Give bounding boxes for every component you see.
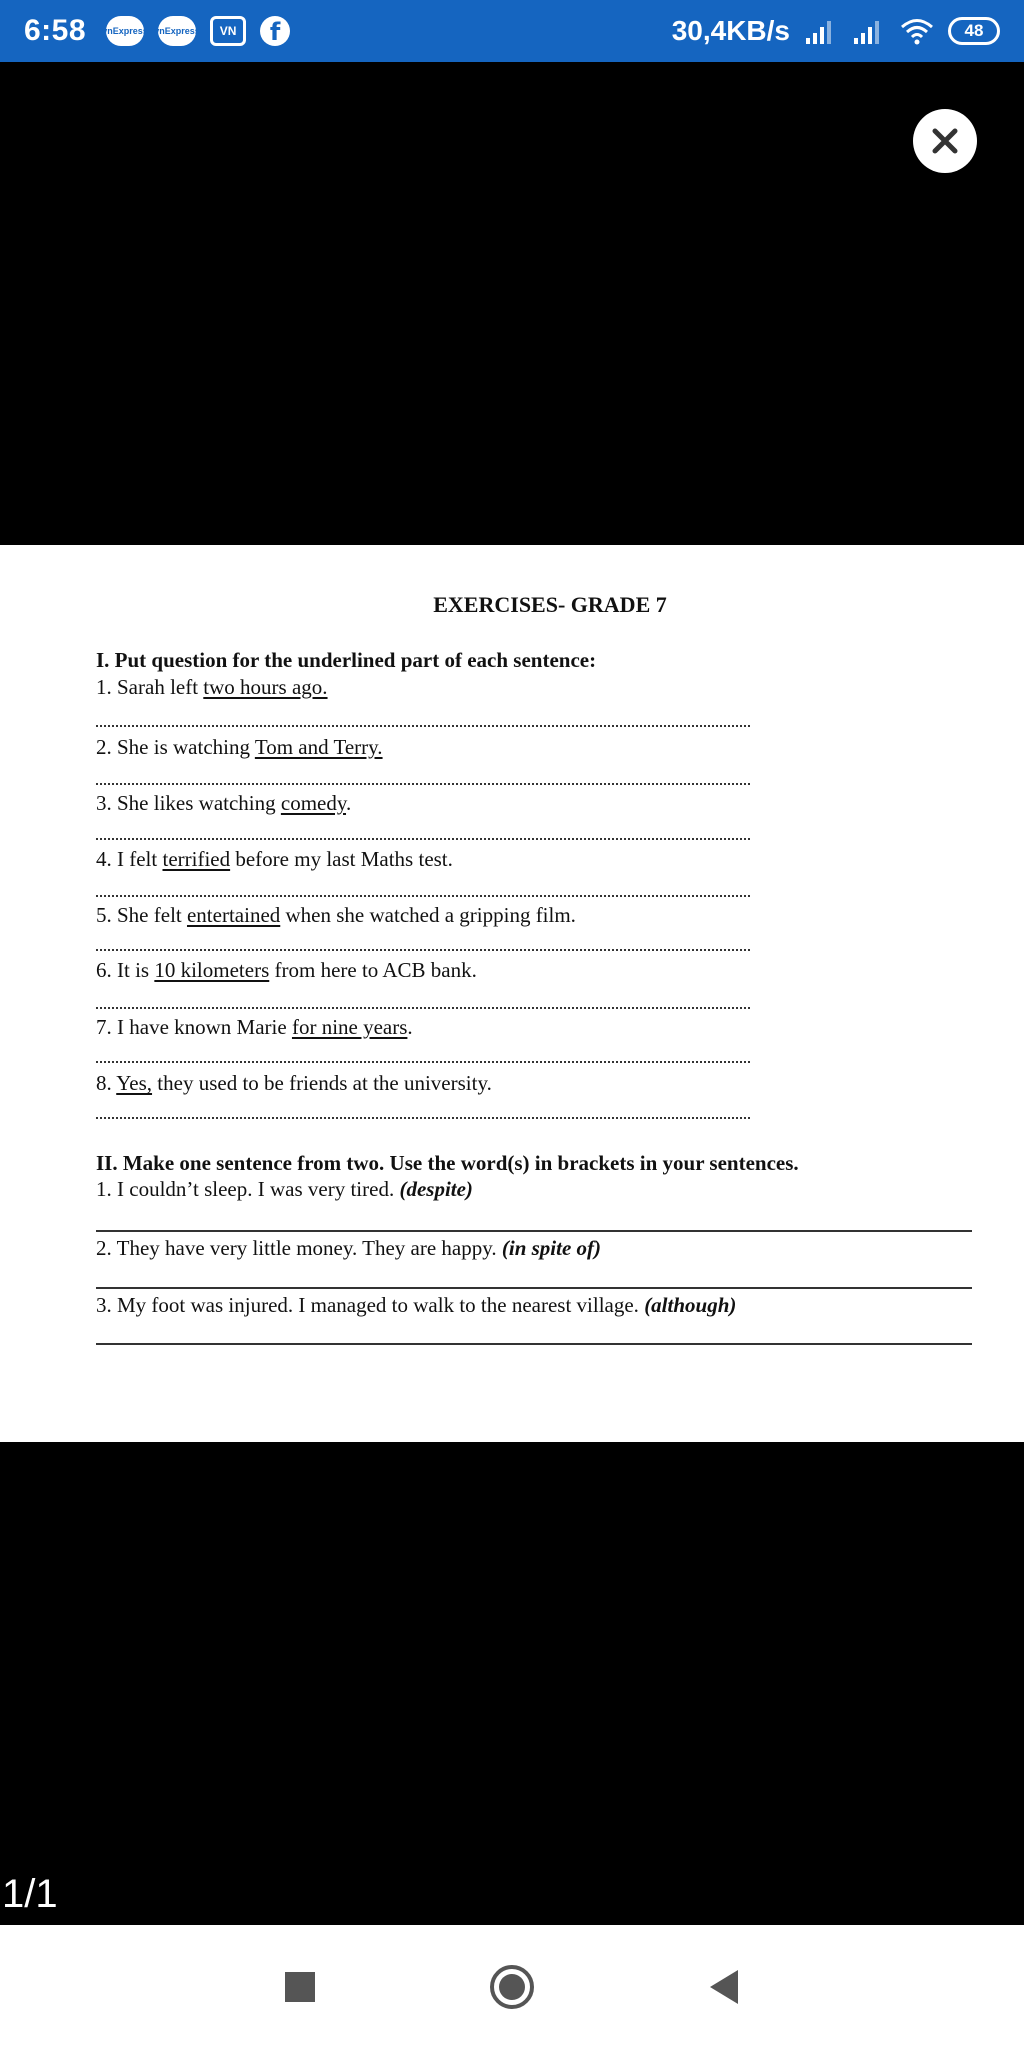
answer-line — [96, 949, 750, 951]
battery-indicator: 48 — [948, 17, 1000, 45]
vnexpress-notification-icon-2: vnExpress — [158, 16, 196, 46]
recent-apps-button[interactable] — [270, 1925, 330, 2048]
close-button[interactable] — [913, 109, 977, 173]
document-page — [0, 545, 1024, 1442]
section1-item-7: 7. I have known Marie for nine years. — [96, 1015, 413, 1039]
status-left — [24, 14, 290, 48]
answer-line — [96, 725, 750, 727]
wifi-icon — [900, 17, 934, 45]
section2-item-1: 1. I couldn’t sleep. I was very tired. (despite) — [96, 1177, 473, 1201]
section1-item-1: 1. Sarah left two hours ago. — [96, 675, 328, 699]
section1-item-4: 4. I felt terrified before my last Maths test. — [96, 847, 453, 871]
answer-line — [96, 1007, 750, 1009]
signal-icon-2 — [852, 18, 886, 44]
answer-line — [96, 895, 750, 897]
square-icon — [285, 1972, 315, 2002]
section1-item-5: 5. She felt entertained when she watched a gripping film. — [96, 903, 576, 927]
answer-line — [96, 1230, 972, 1232]
section2-item-3: 3. My foot was injured. I managed to walk to the nearest village. (although) — [96, 1293, 737, 1317]
close-icon — [930, 126, 960, 156]
status-bar — [0, 0, 1024, 62]
navigation-bar — [0, 1925, 1024, 2048]
back-triangle-icon — [708, 1970, 740, 2004]
vn-app-notification-icon: VN — [210, 16, 246, 46]
network-speed: 30,4KB/s — [671, 15, 790, 46]
section2-heading: II. Make one sentence from two. Use the word(s) in brackets in your sentences. — [96, 1151, 799, 1175]
home-button[interactable] — [480, 1925, 544, 2048]
answer-line — [96, 838, 750, 840]
facebook-notification-icon: f — [260, 16, 290, 46]
answer-line — [96, 1343, 972, 1345]
section2-item-2: 2. They have very little money. They are happy. (in spite of) — [96, 1236, 602, 1260]
section1-heading: I. Put question for the underlined part of each sentence: — [96, 648, 597, 672]
answer-line — [96, 1287, 972, 1289]
clock: 6:58 — [24, 14, 87, 47]
page-counter: 1/1 — [2, 1872, 58, 1916]
answer-line — [96, 1061, 750, 1063]
section1-item-8: 8. Yes, they used to be friends at the university. — [96, 1071, 492, 1095]
document-title: EXERCISES- GRADE 7 — [433, 592, 667, 617]
section1-item-3: 3. She likes watching comedy. — [96, 791, 352, 815]
status-right — [672, 15, 1000, 47]
vnexpress-notification-icon: vnExpress — [106, 16, 144, 46]
section1-item-2: 2. She is watching Tom and Terry. — [96, 735, 383, 759]
circle-icon — [488, 1963, 536, 2011]
answer-line — [96, 783, 750, 785]
signal-icon — [804, 18, 838, 44]
section1-item-6: 6. It is 10 kilometers from here to ACB bank. — [96, 958, 477, 982]
answer-line — [96, 1117, 750, 1119]
back-button[interactable] — [694, 1925, 754, 2048]
